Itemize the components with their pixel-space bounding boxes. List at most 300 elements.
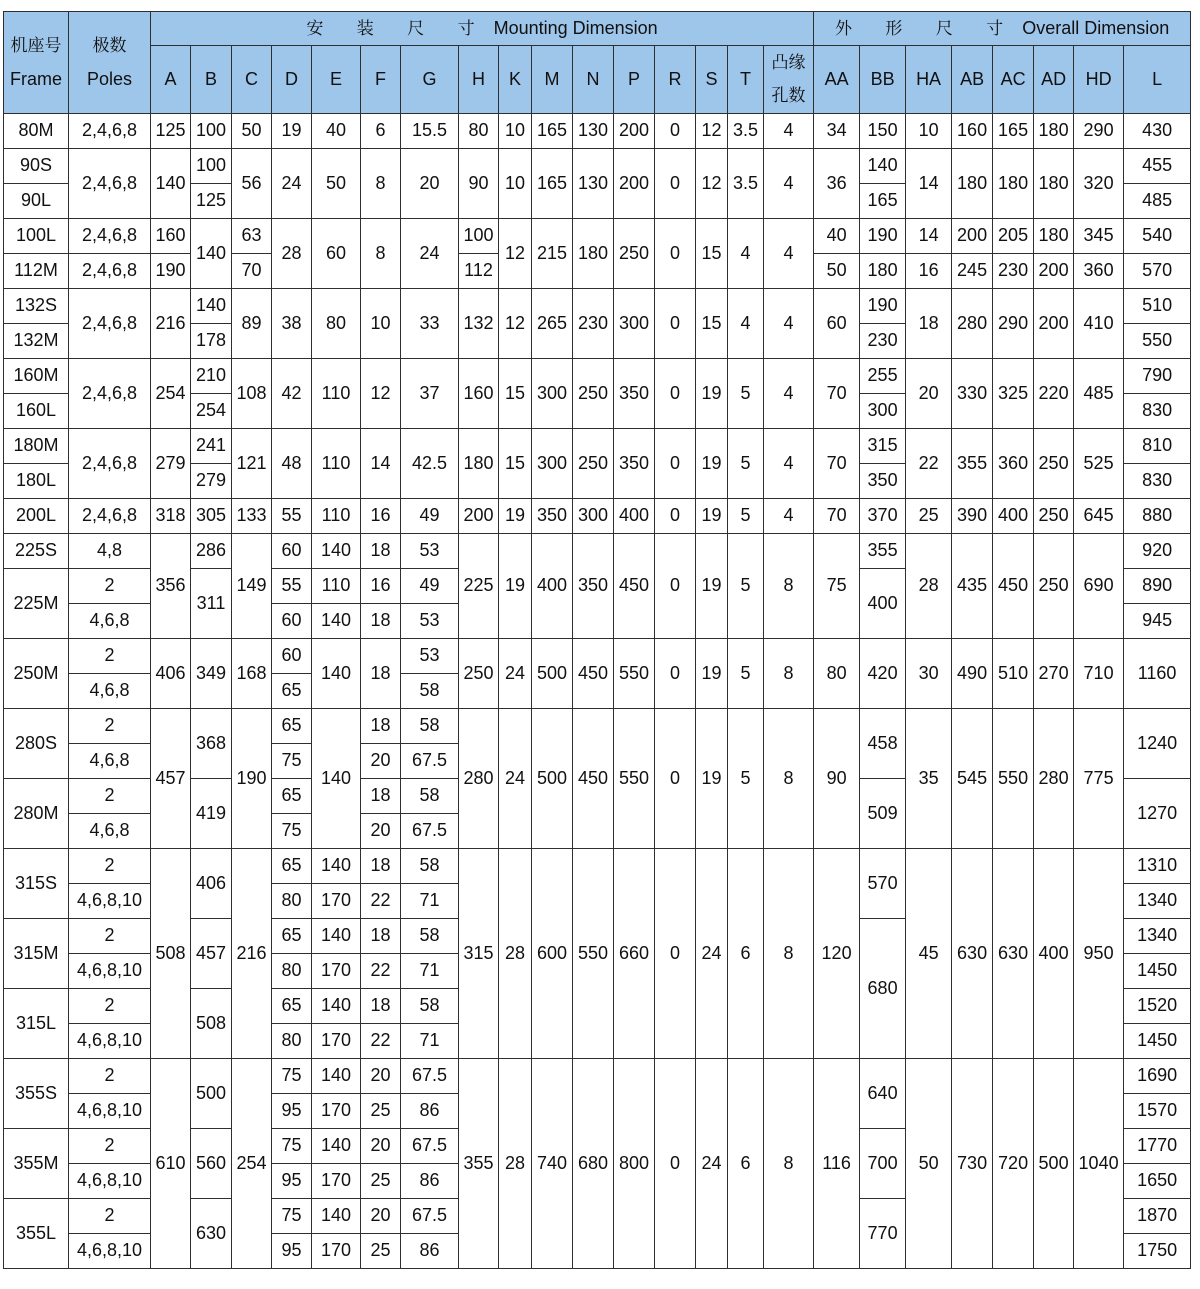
table-cell: 1310 — [1124, 849, 1191, 884]
header-poles-cn: 极数 — [92, 35, 127, 56]
table-cell: 450 — [614, 534, 655, 639]
table-cell: 355 — [459, 1059, 499, 1269]
column-header-f: F — [361, 46, 401, 114]
table-cell: 770 — [860, 1199, 906, 1269]
table-cell: 216 — [151, 289, 191, 359]
table-cell: 5 — [728, 639, 764, 709]
column-header-p: P — [614, 46, 655, 114]
table-cell: 509 — [860, 779, 906, 849]
table-cell: 0 — [655, 499, 696, 534]
table-cell: 16 — [361, 499, 401, 534]
table-row — [4, 359, 1191, 394]
table-cell: 225S — [4, 534, 69, 569]
table-cell: 65 — [272, 849, 312, 884]
table-cell: 368 — [191, 709, 232, 779]
table-cell: 132M — [4, 324, 69, 359]
table-cell: 4,6,8,10 — [69, 954, 151, 989]
table-cell: 160 — [952, 114, 993, 149]
table-cell: 50 — [906, 1059, 952, 1269]
table-cell: 0 — [655, 849, 696, 1059]
table-cell: 230 — [573, 289, 614, 359]
table-cell: 125 — [151, 114, 191, 149]
table-cell: 250 — [573, 429, 614, 499]
column-header-h: H — [459, 46, 499, 114]
table-cell: 6 — [361, 114, 401, 149]
column-header-ab: AB — [952, 46, 993, 114]
table-cell: 920 — [1124, 534, 1191, 569]
table-cell: 180L — [4, 464, 69, 499]
table-cell: 880 — [1124, 499, 1191, 534]
table-cell: 4,6,8 — [69, 814, 151, 849]
table-cell: 775 — [1074, 709, 1124, 849]
table-cell: 160 — [459, 359, 499, 429]
table-row — [4, 534, 1191, 569]
table-cell: 53 — [401, 639, 459, 674]
table-cell: 160 — [151, 219, 191, 254]
table-cell: 254 — [151, 359, 191, 429]
table-row — [4, 114, 1191, 149]
table-cell: 22 — [361, 1024, 401, 1059]
table-cell: 140 — [312, 639, 361, 709]
table-cell: 15 — [696, 289, 728, 359]
table-cell: 16 — [906, 254, 952, 289]
table-header — [4, 12, 1191, 114]
table-cell: 170 — [312, 1164, 361, 1199]
table-cell: 55 — [272, 569, 312, 604]
table-cell: 2 — [69, 779, 151, 814]
table-cell: 250 — [573, 359, 614, 429]
table-cell: 63 — [232, 219, 272, 254]
table-cell: 75 — [272, 1129, 312, 1164]
table-cell: 349 — [191, 639, 232, 709]
table-cell: 180 — [1034, 149, 1074, 219]
column-header-m: M — [532, 46, 573, 114]
table-cell: 140 — [312, 604, 361, 639]
table-cell: 4,6,8 — [69, 604, 151, 639]
table-cell: 318 — [151, 499, 191, 534]
table-cell: 300 — [532, 429, 573, 499]
table-cell: 790 — [1124, 359, 1191, 394]
table-cell: 200 — [614, 114, 655, 149]
table-cell: 265 — [532, 289, 573, 359]
table-cell: 12 — [499, 219, 532, 289]
table-cell: 315M — [4, 919, 69, 989]
table-cell: 630 — [993, 849, 1034, 1059]
table-cell: 58 — [401, 849, 459, 884]
table-cell: 190 — [860, 289, 906, 324]
table-cell: 35 — [906, 709, 952, 849]
table-row — [4, 149, 1191, 184]
column-header-b: B — [191, 46, 232, 114]
table-cell: 178 — [191, 324, 232, 359]
dimension-table — [3, 11, 1191, 1269]
table-cell: 0 — [655, 219, 696, 289]
table-cell: 510 — [993, 639, 1034, 709]
table-cell: 86 — [401, 1094, 459, 1129]
table-cell: 830 — [1124, 394, 1191, 429]
table-cell: 18 — [361, 989, 401, 1024]
table-row — [4, 709, 1191, 744]
table-cell: 2 — [69, 1129, 151, 1164]
table-cell: 2 — [69, 569, 151, 604]
table-cell: 680 — [573, 1059, 614, 1269]
table-cell: 2,4,6,8 — [69, 254, 151, 289]
table-cell: 149 — [232, 534, 272, 639]
table-row — [4, 639, 1191, 674]
table-cell: 830 — [1124, 464, 1191, 499]
table-cell: 200 — [614, 149, 655, 219]
table-cell: 3.5 — [728, 114, 764, 149]
table-cell: 10 — [499, 149, 532, 219]
table-cell: 8 — [764, 849, 814, 1059]
table-cell: 49 — [401, 499, 459, 534]
table-cell: 250 — [614, 219, 655, 289]
table-cell: 42.5 — [401, 429, 459, 499]
table-cell: 1340 — [1124, 884, 1191, 919]
table-cell: 100L — [4, 219, 69, 254]
table-cell: 720 — [993, 1059, 1034, 1269]
table-cell: 130 — [573, 114, 614, 149]
column-header-hd: HD — [1074, 46, 1124, 114]
table-cell: 0 — [655, 359, 696, 429]
table-cell: 280 — [952, 289, 993, 359]
table-cell: 20 — [906, 359, 952, 429]
header-overall-cn: 外 形 尺 寸 — [834, 18, 1018, 39]
table-cell: 4,6,8,10 — [69, 1094, 151, 1129]
table-cell: 2 — [69, 989, 151, 1024]
table-cell: 37 — [401, 359, 459, 429]
table-cell: 325 — [993, 359, 1034, 429]
table-cell: 435 — [952, 534, 993, 639]
table-cell: 1040 — [1074, 1059, 1124, 1269]
table-cell: 36 — [814, 149, 860, 219]
table-cell: 80 — [272, 1024, 312, 1059]
column-header-ha: HA — [906, 46, 952, 114]
table-cell: 570 — [860, 849, 906, 919]
table-cell: 485 — [1074, 359, 1124, 429]
column-header-r: R — [655, 46, 696, 114]
table-cell: 180 — [459, 429, 499, 499]
table-cell: 406 — [191, 849, 232, 919]
table-cell: 65 — [272, 674, 312, 709]
table-cell: 15 — [499, 359, 532, 429]
table-cell: 19 — [696, 534, 728, 639]
table-cell: 60 — [272, 534, 312, 569]
table-cell: 180M — [4, 429, 69, 464]
table-cell: 89 — [232, 289, 272, 359]
table-cell: 400 — [532, 534, 573, 639]
table-cell: 75 — [272, 1059, 312, 1094]
table-cell: 280M — [4, 779, 69, 849]
table-cell: 305 — [191, 499, 232, 534]
table-cell: 645 — [1074, 499, 1124, 534]
table-cell: 320 — [1074, 149, 1124, 219]
table-cell: 630 — [952, 849, 993, 1059]
table-cell: 2,4,6,8 — [69, 114, 151, 149]
table-cell: 200 — [1034, 254, 1074, 289]
header-frame — [4, 12, 69, 114]
table-row — [4, 289, 1191, 324]
dimension-table-container — [3, 11, 1191, 1269]
table-cell: 110 — [312, 359, 361, 429]
header-overall-en: Overall Dimension — [1022, 17, 1170, 38]
table-cell: 18 — [906, 289, 952, 359]
table-cell: 490 — [952, 639, 993, 709]
table-cell: 28 — [499, 1059, 532, 1269]
table-cell: 4 — [764, 289, 814, 359]
header-poles — [69, 12, 151, 114]
table-cell: 90 — [459, 149, 499, 219]
table-cell: 65 — [272, 779, 312, 814]
table-cell: 19 — [696, 639, 728, 709]
table-cell: 22 — [361, 884, 401, 919]
table-cell: 18 — [361, 604, 401, 639]
table-cell: 400 — [993, 499, 1034, 534]
table-cell: 2 — [69, 919, 151, 954]
table-cell: 4,6,8,10 — [69, 884, 151, 919]
table-cell: 19 — [499, 499, 532, 534]
table-cell: 4,6,8,10 — [69, 1234, 151, 1269]
table-cell: 2,4,6,8 — [69, 219, 151, 254]
column-header-aa: AA — [814, 46, 860, 114]
column-header-row — [4, 46, 1191, 114]
table-cell: 25 — [361, 1164, 401, 1199]
table-cell: 945 — [1124, 604, 1191, 639]
table-cell: 360 — [993, 429, 1034, 499]
table-cell: 10 — [499, 114, 532, 149]
table-cell: 540 — [1124, 219, 1191, 254]
table-cell: 140 — [312, 534, 361, 569]
table-cell: 67.5 — [401, 1059, 459, 1094]
table-cell: 180 — [1034, 114, 1074, 149]
table-cell: 0 — [655, 114, 696, 149]
table-cell: 660 — [614, 849, 655, 1059]
table-cell: 140 — [312, 1129, 361, 1164]
header-mounting-cn: 安 装 尺 寸 — [306, 18, 489, 39]
table-cell: 8 — [361, 219, 401, 289]
table-cell: 70 — [814, 359, 860, 429]
table-cell: 508 — [191, 989, 232, 1059]
table-cell: 545 — [952, 709, 993, 849]
table-cell: 300 — [532, 359, 573, 429]
table-cell: 38 — [272, 289, 312, 359]
table-cell: 315 — [860, 429, 906, 464]
table-cell: 6 — [728, 1059, 764, 1269]
table-cell: 12 — [499, 289, 532, 359]
table-cell: 290 — [993, 289, 1034, 359]
table-cell: 67.5 — [401, 814, 459, 849]
table-cell: 42 — [272, 359, 312, 429]
table-cell: 1750 — [1124, 1234, 1191, 1269]
table-cell: 130 — [573, 149, 614, 219]
table-cell: 90L — [4, 184, 69, 219]
table-body — [4, 114, 1191, 1269]
table-cell: 71 — [401, 884, 459, 919]
table-cell: 20 — [401, 149, 459, 219]
table-cell: 75 — [272, 744, 312, 779]
table-cell: 0 — [655, 149, 696, 219]
table-cell: 121 — [232, 429, 272, 499]
table-cell: 355 — [860, 534, 906, 569]
table-cell: 20 — [361, 814, 401, 849]
table-cell: 300 — [614, 289, 655, 359]
table-cell: 12 — [696, 114, 728, 149]
table-cell: 0 — [655, 1059, 696, 1269]
column-header-bb: BB — [860, 46, 906, 114]
table-cell: 350 — [860, 464, 906, 499]
table-cell: 1160 — [1124, 639, 1191, 709]
table-cell: 18 — [361, 639, 401, 709]
table-cell: 2,4,6,8 — [69, 429, 151, 499]
table-cell: 80 — [814, 639, 860, 709]
header-overall-dimension — [814, 12, 1191, 46]
table-cell: 16 — [361, 569, 401, 604]
table-cell: 20 — [361, 1059, 401, 1094]
table-cell: 350 — [614, 429, 655, 499]
table-cell: 5 — [728, 534, 764, 639]
table-cell: 50 — [312, 149, 361, 219]
table-cell: 30 — [906, 639, 952, 709]
table-cell: 180 — [952, 149, 993, 219]
table-cell: 24 — [499, 709, 532, 849]
table-cell: 170 — [312, 1094, 361, 1129]
table-cell: 350 — [532, 499, 573, 534]
table-cell: 250M — [4, 639, 69, 709]
table-cell: 150 — [860, 114, 906, 149]
table-cell: 315L — [4, 989, 69, 1059]
header-frame-en: Frame — [9, 68, 62, 89]
table-cell: 108 — [232, 359, 272, 429]
table-cell: 20 — [361, 1199, 401, 1234]
table-cell: 210 — [191, 359, 232, 394]
table-cell: 508 — [151, 849, 191, 1059]
table-cell: 18 — [361, 849, 401, 884]
table-cell: 40 — [814, 219, 860, 254]
table-cell: 14 — [361, 429, 401, 499]
table-cell: 200L — [4, 499, 69, 534]
table-cell: 400 — [614, 499, 655, 534]
table-cell: 180 — [860, 254, 906, 289]
table-cell: 67.5 — [401, 744, 459, 779]
table-cell: 205 — [993, 219, 1034, 254]
table-cell: 24 — [696, 849, 728, 1059]
table-cell: 20 — [361, 1129, 401, 1164]
table-row — [4, 499, 1191, 534]
table-cell: 15 — [499, 429, 532, 499]
table-cell: 1450 — [1124, 954, 1191, 989]
header-mounting-en: Mounting Dimension — [493, 17, 658, 38]
table-cell: 4 — [764, 149, 814, 219]
table-cell: 640 — [860, 1059, 906, 1129]
table-cell: 360 — [1074, 254, 1124, 289]
table-cell: 279 — [151, 429, 191, 499]
header-poles-en: Poles — [86, 68, 133, 89]
table-row — [4, 429, 1191, 464]
table-cell: 450 — [573, 639, 614, 709]
table-cell: 2,4,6,8 — [69, 359, 151, 429]
table-cell: 80 — [459, 114, 499, 149]
table-cell: 230 — [860, 324, 906, 359]
table-cell: 125 — [191, 184, 232, 219]
table-cell: 5 — [728, 359, 764, 429]
table-cell: 355L — [4, 1199, 69, 1269]
table-cell: 45 — [906, 849, 952, 1059]
table-cell: 60 — [272, 604, 312, 639]
table-cell: 560 — [191, 1129, 232, 1199]
table-cell: 345 — [1074, 219, 1124, 254]
column-header-d: D — [272, 46, 312, 114]
table-cell: 25 — [906, 499, 952, 534]
table-cell: 112M — [4, 254, 69, 289]
table-row — [4, 219, 1191, 254]
table-cell: 4 — [764, 114, 814, 149]
table-cell: 550 — [614, 639, 655, 709]
column-header-n: N — [573, 46, 614, 114]
table-cell: 86 — [401, 1164, 459, 1199]
table-cell: 70 — [232, 254, 272, 289]
table-cell: 28 — [272, 219, 312, 289]
table-cell: 1520 — [1124, 989, 1191, 1024]
header-mounting-dimension — [151, 12, 814, 46]
table-cell: 510 — [1124, 289, 1191, 324]
table-cell: 254 — [191, 394, 232, 429]
table-cell: 95 — [272, 1094, 312, 1129]
table-cell: 250 — [1034, 534, 1074, 639]
table-cell: 700 — [860, 1129, 906, 1199]
table-cell: 165 — [532, 114, 573, 149]
table-cell: 356 — [151, 534, 191, 639]
table-cell: 140 — [312, 919, 361, 954]
table-cell: 170 — [312, 1024, 361, 1059]
table-cell: 2 — [69, 709, 151, 744]
table-cell: 1270 — [1124, 779, 1191, 849]
table-cell: 630 — [191, 1199, 232, 1269]
table-cell: 485 — [1124, 184, 1191, 219]
table-cell: 0 — [655, 429, 696, 499]
table-cell: 455 — [1124, 149, 1191, 184]
table-cell: 34 — [814, 114, 860, 149]
table-cell: 20 — [361, 744, 401, 779]
table-cell: 420 — [860, 639, 906, 709]
table-cell: 5 — [728, 499, 764, 534]
table-cell: 80 — [272, 884, 312, 919]
table-cell: 14 — [906, 149, 952, 219]
table-cell: 80 — [312, 289, 361, 359]
table-cell: 165 — [860, 184, 906, 219]
column-header-ac: AC — [993, 46, 1034, 114]
table-cell: 110 — [312, 499, 361, 534]
table-cell: 2 — [69, 639, 151, 674]
table-cell: 315 — [459, 849, 499, 1059]
table-cell: 690 — [1074, 534, 1124, 639]
table-cell: 457 — [191, 919, 232, 989]
table-cell: 100 — [459, 219, 499, 254]
table-cell: 4 — [764, 429, 814, 499]
table-cell: 24 — [696, 1059, 728, 1269]
table-cell: 355 — [952, 429, 993, 499]
table-cell: 18 — [361, 919, 401, 954]
table-cell: 280S — [4, 709, 69, 779]
table-cell: 216 — [232, 849, 272, 1059]
table-cell: 4 — [764, 219, 814, 289]
table-cell: 14 — [906, 219, 952, 254]
table-cell: 22 — [361, 954, 401, 989]
table-cell: 730 — [952, 1059, 993, 1269]
table-cell: 225M — [4, 569, 69, 639]
table-cell: 165 — [532, 149, 573, 219]
table-cell: 140 — [860, 149, 906, 184]
table-cell: 950 — [1074, 849, 1124, 1059]
